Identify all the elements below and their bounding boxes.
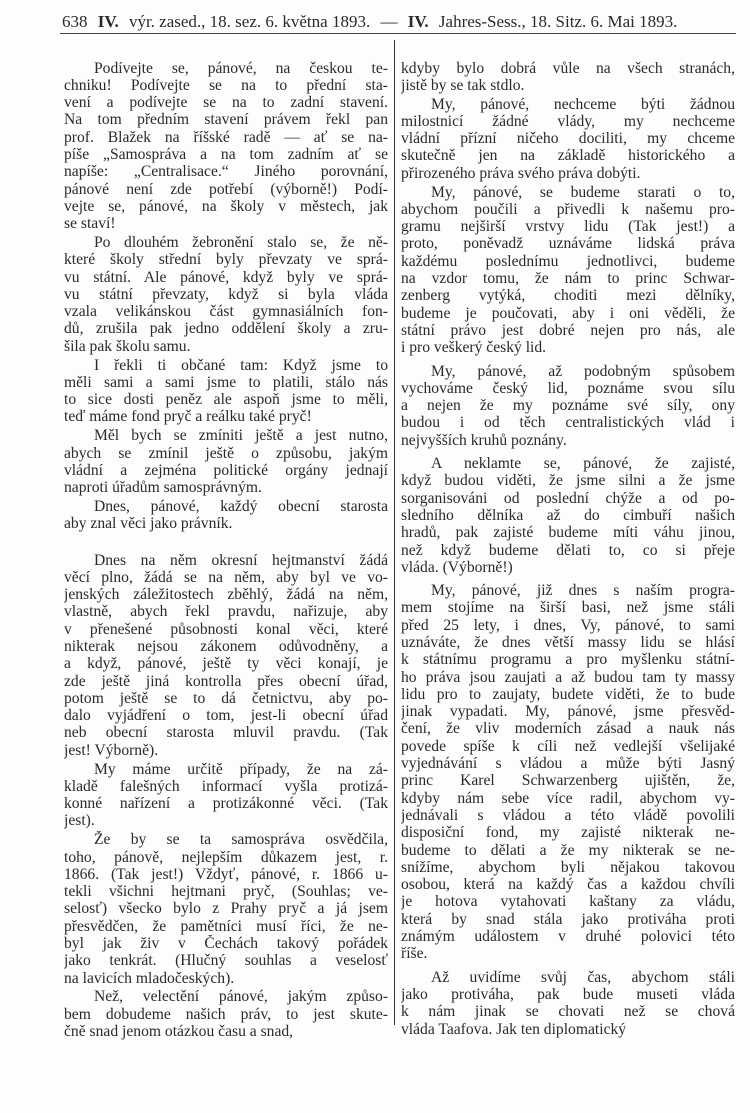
paragraph (64, 552, 388, 760)
text-line: byl jak živ v Čechách takový pořádek (64, 935, 388, 953)
text-line: selosť) všecko bylo z Prahy pryč a já jsem (64, 900, 388, 918)
right-column (401, 58, 735, 1038)
text-line: uznáváte, že dnes větší massy lidu se hlásí (401, 634, 735, 651)
text-line: jako tenkrát. (Hlučný souhlas a veselosť (64, 952, 388, 970)
text-line: sorganisováni od poslední chýže a od po- (401, 489, 735, 507)
text-line: konné nařízení a protizákonné věci. (Tak (64, 795, 388, 813)
text-line: k nám jinak se chovati než se chová (401, 1003, 735, 1021)
text-line: budeme to dělati a že my nikterak se ne- (401, 841, 735, 859)
text-line: naproti úřadům samosprávným. (64, 479, 262, 497)
text-line: šila pak školu samu. (64, 337, 191, 355)
text-line: dů, zrušila pak jedno oddělení školy a zru- (64, 320, 388, 338)
header-dash: — (380, 12, 398, 31)
text-line: vu státní. Ale pánové, když byly ve sprá- (64, 268, 388, 286)
text-line: vu státní převzaty, když si byla vláda (64, 285, 388, 303)
text-line: jako protiváha, pak bude museti vláda (401, 985, 735, 1003)
text-line: k státnímu programu a pro myšlenku státní- (401, 651, 735, 669)
paragraph (64, 234, 388, 355)
text-line: jest! Výborně). (64, 741, 159, 759)
text-line: skutečně jen na základě historického a (401, 147, 735, 165)
text-line: bem dobudeme našich práv, to jest skute- (64, 1005, 388, 1023)
text-line: jednávali s vládou a této vládě povolili (401, 806, 735, 824)
text-line: Po dlouhém žebronění stalo se, že ně- (94, 233, 388, 251)
header-rule (60, 33, 736, 34)
paragraph (64, 427, 388, 496)
text-line: gramu nejširší vrstvy lidu (Tak jest!) a (401, 218, 735, 236)
paragraph (64, 357, 388, 426)
paragraph (401, 60, 735, 95)
text-line: snížíme, abychom byli nějakou takovou (401, 858, 735, 876)
text-line: známým událostem v druhé polovici této (401, 928, 735, 946)
text-line: Že by se ta samospráva osvědčila, (94, 831, 388, 849)
text-line: vení a podívejte se na to zadní stavení. (64, 94, 388, 112)
left-column (64, 58, 388, 1040)
paragraph (401, 363, 735, 449)
german-session-info: Jahres-Sess., 18. Sitz. 6. Mai 1893. (438, 12, 678, 31)
text-line: I řekli ti občané tam: Když jsme to (94, 356, 388, 374)
text-line: prof. Blažek na říšské radě — ať se na- (64, 128, 388, 146)
text-line: budeme je poučovati, aby i oni věděli, že (401, 304, 735, 322)
text-line: nikterak nejsou zákonem odůvodněny, a (64, 638, 388, 655)
text-line: je hotova vytahovati kaštany za vládu, (401, 893, 735, 911)
column-divider (394, 40, 395, 1025)
text-line: abych se zmínil ještě o způsobu, jakým (64, 444, 388, 462)
text-line: milostnicí žádné vlády, my nechceme (401, 112, 735, 130)
german-session-prefix: IV. (407, 12, 429, 31)
text-line: Na tom předním stavení právem řekl pan (64, 111, 388, 129)
text-line: píše „Samospráva a na tom zadním ať se (64, 145, 388, 163)
paragraph (401, 184, 735, 357)
text-line: a nejen že my poznáme své síly, ony (401, 397, 735, 415)
text-line: zde ještě jiná kontrolla přes obecní úřad, (64, 672, 388, 690)
text-line: před 25 lety, i dnes, Vy, pánové, to sami (401, 616, 735, 634)
text-line: říše. (401, 945, 428, 963)
text-line: lidu pro to zaujaty, budete viděti, že to bude (401, 685, 735, 703)
paragraph (64, 761, 388, 830)
text-line: a když, pánové, ještě ty věci konají, je (64, 655, 388, 673)
paragraph (64, 60, 388, 233)
text-line: jest). (64, 812, 95, 830)
text-line: jistě by se tak stdlo. (401, 76, 525, 94)
text-line: neb obecní starosta mluvil pravdu. (Tak (64, 724, 388, 742)
text-line: vládní přízní ničeho dociliti, my chceme (401, 130, 735, 148)
text-line: vejte se, pánové, na školy v městech, jak (64, 197, 388, 215)
text-line: nejvyšších kruhů poznány. (401, 431, 567, 449)
text-line: přirozeného práva svého práva dobýti. (401, 164, 641, 182)
text-line: 1866. (Tak jest!) Vždyť, pánové, r. 1866 u- (64, 865, 388, 883)
text-line: čení, že vliv moderních zásad a nauk nás (401, 720, 735, 738)
text-line: My, pánové, nechceme býti žádnou (431, 95, 735, 113)
text-line: vychováme český lid, poznáme svou sílu (401, 379, 735, 397)
text-line: Měl bych se zmíniti ještě a jest nutno, (94, 427, 388, 445)
text-line: kdyby bylo dobrá vůle na všech stranách, (401, 59, 735, 77)
text-line: to sice dosti peněz ale aspoň jsme to měli, (64, 391, 388, 409)
text-line: vlastně, abych řekl pravdu, nařizuje, aby (64, 603, 388, 621)
text-line: měli sami a sami jsme to platili, stálo nás (64, 373, 388, 391)
text-line: A neklamte se, pánové, že zajisté, (431, 455, 735, 473)
text-line: aby znal věci jako právník. (64, 515, 233, 533)
text-line: hradů, pak zajisté budeme míti váhu jinou, (401, 524, 735, 542)
text-line: než když budeme dělati to, co si přeje (401, 541, 735, 559)
text-line: My máme určitě případy, že na zá- (94, 760, 388, 778)
text-line: na lavicích mladočeských). (64, 969, 235, 987)
text-line: abychom poučili a přivedli k našemu pro- (401, 200, 735, 218)
text-line: Dnes na něm okresní hejtmanství žádá (94, 551, 388, 569)
text-line: státní právo jest dobré nejen pro nás, ale (401, 321, 735, 339)
text-line: vzala velikánskou část gymnasiálních fon- (64, 303, 388, 321)
text-line: Než, velectění pánové, jakým způso- (94, 988, 388, 1006)
paragraph (401, 969, 735, 1038)
text-line: vláda. (Výborně!) (401, 558, 513, 576)
text-line: Až uvidíme svůj čas, abychom stáli (431, 968, 735, 986)
paragraph (64, 988, 388, 1040)
running-header (62, 12, 712, 32)
paragraph (401, 96, 735, 182)
paragraph (401, 455, 735, 576)
text-line: každému poslednímu jednotlivci, budeme (401, 252, 735, 270)
text-line: My, pánové, až podobným spůsobem (431, 362, 735, 380)
text-line: sledního dělníka až do cimbuří našich (401, 506, 735, 524)
czech-session-info: výr. zased., 18. sez. 6. května 1893. (128, 12, 371, 31)
text-line: vládní a zejména politické orgány jednají (64, 461, 388, 479)
text-line: disposiční fond, my zajisté nikterak ne- (401, 824, 735, 842)
text-line: dalo vyjádření o tom, jest-li obecní úřad (64, 707, 388, 725)
text-line: vláda Taafova. Jak ten diplomatický (401, 1020, 627, 1038)
text-line: pánové není zde potřebí (výborně!) Podí- (64, 180, 388, 198)
text-line: proto, poněvadž uznáváme lidská práva (401, 235, 735, 253)
text-line: na vzdor tomu, že nám to princ Schwar- (401, 270, 735, 288)
text-line: jenských záležitostech zběhlý, žádá na něm, (64, 586, 388, 604)
czech-session-prefix: IV. (97, 12, 119, 31)
text-line: osobou, která na každý čas a každou chvíli (401, 876, 735, 894)
paragraph (64, 831, 388, 987)
text-line: která by snad stála jako protiváha proti (401, 910, 735, 928)
text-line: napíše: „Centralisace.“ Jiného porovnání, (64, 163, 388, 181)
text-line: mem stojíme na širší basi, než jsme stáli (401, 599, 735, 617)
text-line: vyjednávání s vládou a může býti Jasný (401, 755, 735, 773)
text-line: kladě falešných informací vyšla protizá- (64, 777, 388, 795)
text-line: i pro veškerý český lid. (401, 339, 547, 357)
text-line: čně snad jenom otázkou času a snad, (64, 1023, 294, 1041)
text-line: které školy střední byly převzaty ve sprá- (64, 251, 388, 269)
text-line: přesvědčen, že pamětníci musí říci, že ne- (64, 917, 388, 935)
text-line: My, pánové, se budeme starati o to, (431, 183, 735, 201)
text-line: kdyby nám sebe více radil, abychom vy- (401, 789, 735, 807)
paragraph (401, 582, 735, 963)
text-line: chniku! Podívejte se na to přední sta- (64, 76, 388, 94)
text-line: jinak vypadati. My, pánové, jsme přesvěd- (401, 703, 735, 721)
text-line: potom ještě se to dá četnictvu, aby po- (64, 689, 388, 707)
text-line: věcí plno, žádá se na něm, aby byl ve vo- (64, 568, 388, 586)
text-line: toho, pánově, nejlepším důkazem jest, r. (64, 848, 388, 866)
text-line: v přenešené působnosti konal věci, které (64, 620, 388, 638)
text-line: se staví! (64, 215, 116, 233)
text-line: zenberg vytýká, choditi mezi dělníky, (401, 287, 735, 305)
text-line: teď máme fond pryč a reálku také pryč! (64, 408, 312, 426)
text-line: princ Karel Schwarzenberg ujištěn, že, (401, 772, 735, 790)
text-line: Podívejte se, pánové, na českou te- (94, 59, 388, 77)
text-line: Dnes, pánové, každý obecní starosta (94, 497, 388, 515)
text-line: tekli všichni hejtmani pryč, (Souhlas; ve- (64, 883, 388, 901)
paragraph (64, 498, 388, 533)
text-line: ho práva jsou zaujati a až budou tam ty massy (401, 668, 735, 686)
page-number: 638 (62, 12, 88, 31)
text-line: povede spíše k cíli než vedlejší všelijaké (401, 737, 735, 755)
text-line: když budou viděti, že jsme silni a že jsme (401, 472, 735, 490)
text-line: budou i od těch centralistických vlád i (401, 414, 735, 432)
text-line: My, pánové, již dnes s naším progra- (431, 582, 735, 600)
